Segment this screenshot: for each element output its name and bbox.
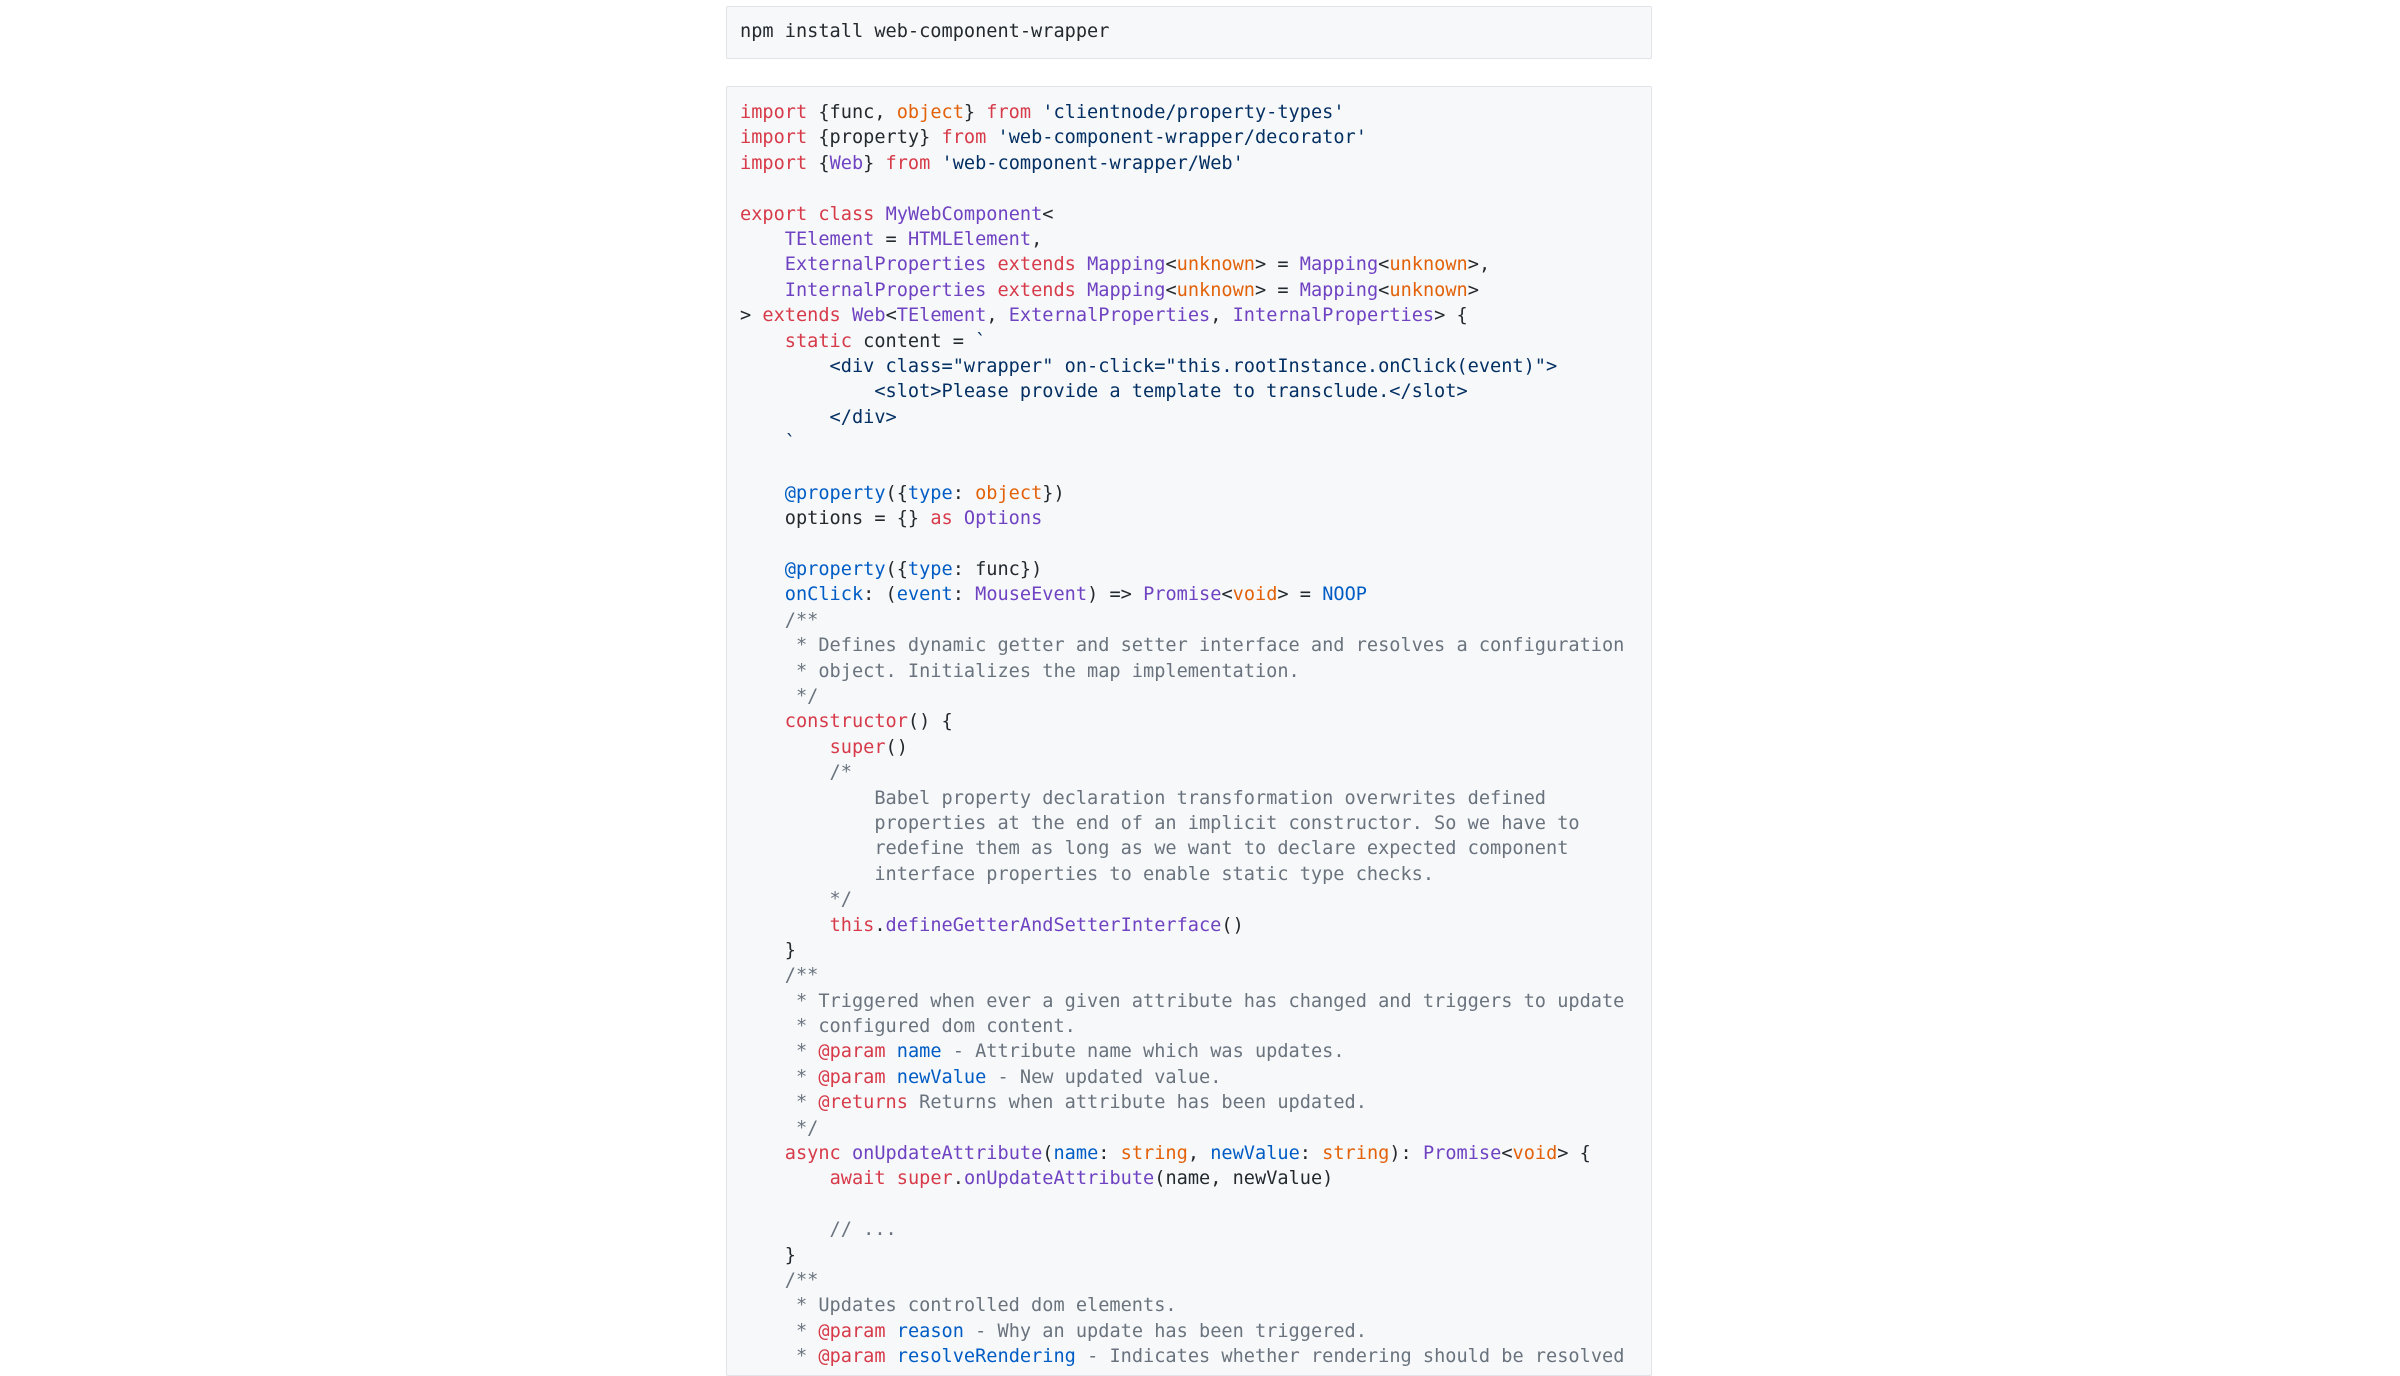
code-line — [740, 405, 1651, 430]
code-token — [740, 559, 785, 580]
code-token: Returns when attribute has been updated. — [907, 1092, 1367, 1114]
code-token: {func, — [807, 102, 897, 123]
code-token: * — [740, 1041, 819, 1063]
install-command: npm install web-component-wrapper — [740, 21, 1110, 42]
code-token: newValue — [896, 1066, 987, 1088]
code-token: TElement — [784, 228, 875, 250]
code-token: extends — [997, 254, 1076, 276]
code-token — [740, 229, 785, 250]
code-line — [740, 1268, 1651, 1293]
code-token: , — [1031, 228, 1043, 250]
code-line — [740, 532, 1651, 557]
code-line — [740, 100, 1651, 125]
code-token — [740, 915, 830, 936]
code-token: = — [874, 228, 908, 250]
code-token: // ... — [740, 1219, 897, 1241]
code-token — [740, 737, 830, 758]
code-line — [740, 1166, 1651, 1191]
code-line — [740, 836, 1651, 861]
code-token: newValue — [1210, 1143, 1300, 1165]
code-token: */ — [740, 685, 819, 707]
code-token: : — [952, 482, 976, 504]
code-token: < — [1378, 254, 1390, 276]
code-line — [740, 608, 1651, 633]
code-token: > = — [1255, 279, 1300, 301]
code-token: * configured dom content. — [740, 1016, 1076, 1038]
code-token: : — [952, 584, 976, 606]
code-token: { — [807, 152, 830, 174]
code-token: /** — [740, 1269, 819, 1291]
code-token: import — [740, 152, 808, 174]
code-line — [740, 1217, 1651, 1242]
code-line — [740, 506, 1651, 531]
code-token — [886, 1346, 897, 1367]
code-token: : — [1299, 1143, 1323, 1165]
code-token: void — [1512, 1143, 1558, 1165]
code-line — [740, 633, 1651, 658]
code-token: @param — [818, 1041, 886, 1063]
code-token: MyWebComponent — [885, 203, 1043, 225]
code-token — [986, 280, 997, 301]
code-token: ` — [975, 330, 987, 352]
code-token: unknown — [1176, 279, 1256, 301]
code-line — [740, 887, 1651, 912]
code-line — [740, 582, 1651, 607]
code-token: constructor — [784, 711, 908, 733]
code-token — [1076, 254, 1087, 275]
code-token: < — [1165, 254, 1177, 276]
code-token: @param — [818, 1320, 886, 1342]
code-token: super — [896, 1168, 953, 1190]
code-line — [740, 252, 1651, 277]
code-token: ({ — [885, 559, 908, 581]
code-token: @param — [818, 1346, 886, 1368]
code-token: resolveRendering — [896, 1346, 1076, 1368]
code-token: } — [963, 102, 987, 123]
code-token: > — [1467, 279, 1479, 301]
code-token: static — [784, 330, 852, 352]
code-token: 'clientnode/property-types' — [1042, 102, 1345, 123]
code-token: import — [740, 127, 808, 149]
code-token: * Defines dynamic getter and setter interface and resolves a configuration — [740, 635, 1625, 657]
code-line — [740, 811, 1651, 836]
code-token — [886, 1321, 897, 1342]
code-line — [740, 913, 1651, 938]
code-token: object — [896, 102, 964, 123]
code-token: from — [885, 152, 931, 174]
code-token: HTMLElement — [907, 228, 1032, 250]
code-token: redefine them as long as we want to declare expected component — [740, 838, 1569, 860]
code-token: reason — [896, 1320, 964, 1342]
code-token: (name, newValue) — [1154, 1168, 1334, 1190]
code-line — [740, 659, 1651, 684]
code-token: extends — [762, 305, 841, 327]
code-token: } — [863, 152, 886, 174]
code-token: < — [1378, 279, 1390, 301]
code-token: : func}) — [952, 559, 1043, 581]
code-line — [740, 379, 1651, 404]
code-token: name — [896, 1041, 942, 1063]
code-token: @property — [784, 482, 886, 504]
code-token: import — [740, 102, 808, 123]
code-token — [740, 1168, 830, 1189]
code-token: * object. Initializes the map implementation. — [740, 660, 1300, 682]
code-token: . — [952, 1168, 964, 1190]
code-line — [740, 481, 1651, 506]
code-token: >, — [1467, 254, 1491, 276]
code-token: > { — [1434, 305, 1468, 327]
code-token: InternalProperties — [1232, 305, 1435, 327]
code-line — [740, 1243, 1651, 1268]
code-token: * — [740, 1346, 819, 1368]
code-token: TElement — [896, 305, 987, 327]
code-token: * — [740, 1092, 819, 1114]
code-token: options = {} — [740, 508, 931, 530]
code-token: from — [986, 102, 1032, 123]
code-token: } — [740, 1244, 796, 1266]
code-line — [740, 278, 1651, 303]
code-token: > = — [1277, 584, 1323, 606]
code-token: defineGetterAndSetterInterface — [885, 914, 1222, 936]
code-token: InternalProperties — [784, 279, 987, 301]
code-token: MouseEvent — [975, 584, 1088, 606]
code-line — [740, 557, 1651, 582]
code-token — [740, 584, 785, 605]
code-token: await — [829, 1168, 886, 1190]
code-token: /** — [740, 609, 819, 631]
code-token: * — [740, 1066, 819, 1088]
code-line — [740, 684, 1651, 709]
code-line — [740, 1319, 1651, 1344]
code-line — [740, 1116, 1651, 1141]
code-token: */ — [740, 1117, 819, 1139]
code-token: ( — [1042, 1143, 1054, 1165]
code-token: : — [1098, 1143, 1121, 1165]
code-token: Mapping — [1087, 279, 1166, 301]
code-token: ExternalProperties — [784, 254, 987, 276]
code-token: unknown — [1389, 279, 1468, 301]
code-token: > — [740, 305, 763, 327]
code-token: object — [975, 482, 1043, 504]
code-line — [740, 989, 1651, 1014]
code-token: . — [874, 914, 886, 936]
code-token: - Why an update has been triggered. — [963, 1320, 1367, 1342]
code-line — [740, 303, 1651, 328]
code-token: ExternalProperties — [1008, 305, 1211, 327]
code-line — [740, 1014, 1651, 1039]
code-line — [740, 1141, 1651, 1166]
code-line — [740, 963, 1651, 988]
code-token — [986, 254, 997, 275]
code-token — [886, 1041, 897, 1062]
code-token — [1076, 280, 1087, 301]
code-token: from — [941, 127, 987, 149]
code-token — [1031, 102, 1042, 123]
code-token: async — [784, 1143, 841, 1165]
code-token: as — [930, 508, 953, 530]
code-token: interface properties to enable static type checks. — [740, 863, 1435, 885]
code-token: , — [1210, 305, 1233, 327]
code-token: Promise — [1143, 584, 1222, 606]
code-token: Mapping — [1299, 279, 1379, 301]
code-token: class — [818, 203, 875, 225]
code-token: onUpdateAttribute — [963, 1168, 1155, 1190]
code-token: {property} — [807, 127, 942, 149]
code-token: Mapping — [1299, 254, 1379, 276]
code-token: , — [986, 305, 1009, 327]
code-token: Mapping — [1087, 254, 1166, 276]
code-token: type — [907, 482, 953, 504]
code-token: ` — [740, 432, 796, 454]
code-line — [740, 786, 1651, 811]
code-token: () { — [907, 711, 953, 733]
code-token — [874, 204, 885, 225]
code-token: Promise — [1422, 1143, 1502, 1165]
code-token: @param — [818, 1066, 886, 1088]
code-line — [740, 202, 1651, 227]
code-token: - Indicates whether rendering should be resolved — [1075, 1346, 1625, 1368]
code-token — [807, 204, 818, 225]
code-line — [740, 329, 1651, 354]
code-token — [841, 1143, 852, 1164]
code-token: 'web-component-wrapper/decorator' — [997, 127, 1367, 149]
code-token: string — [1322, 1143, 1390, 1165]
code-token — [740, 1143, 785, 1164]
code-token: < — [885, 305, 897, 327]
code-line — [740, 760, 1651, 785]
code-token: NOOP — [1322, 584, 1367, 606]
code-token: <div class="wrapper" on-click="this.rootInstance.onClick(event)"> — [740, 355, 1558, 377]
code-token: () — [1221, 914, 1244, 936]
code-token: Babel property declaration transformation overwrites defined — [740, 787, 1546, 809]
code-token — [986, 127, 997, 148]
code-token: /* — [740, 762, 852, 784]
code-line — [740, 1065, 1651, 1090]
code-token: type — [907, 559, 953, 581]
code-token: /** — [740, 965, 819, 987]
code-example-block — [726, 86, 1652, 1376]
code-token — [740, 254, 785, 275]
code-token: onUpdateAttribute — [851, 1143, 1043, 1165]
code-token: > = — [1255, 254, 1300, 276]
install-command-block — [726, 6, 1652, 59]
code-token: ({ — [885, 482, 908, 504]
code-token — [930, 153, 941, 174]
code-token: void — [1232, 584, 1278, 606]
code-token: super — [829, 736, 886, 758]
code-line — [740, 455, 1651, 480]
code-line — [740, 862, 1651, 887]
code-token: </div> — [740, 406, 897, 428]
code-line — [740, 1090, 1651, 1115]
code-token: name — [1053, 1143, 1099, 1165]
code-token: export — [740, 203, 808, 225]
code-token — [841, 305, 852, 326]
code-line — [740, 938, 1651, 963]
code-line — [740, 709, 1651, 734]
code-token: ): — [1389, 1143, 1423, 1165]
code-token: extends — [997, 279, 1076, 301]
code-token: unknown — [1176, 254, 1256, 276]
code-token: ) => — [1087, 584, 1144, 606]
code-token: this — [829, 914, 875, 936]
code-token: Web — [851, 305, 886, 327]
code-line — [740, 354, 1651, 379]
code-token — [953, 508, 964, 529]
code-token: < — [1501, 1143, 1513, 1165]
code-token — [740, 711, 785, 732]
code-line — [740, 227, 1651, 252]
code-token: () — [885, 736, 908, 758]
code-token: : ( — [863, 584, 897, 606]
code-line — [740, 1192, 1651, 1217]
code-token: 'web-component-wrapper/Web' — [941, 152, 1244, 174]
code-token: <slot>Please provide a template to transclude.</slot> — [740, 381, 1468, 403]
code-line — [740, 430, 1651, 455]
code-token: > { — [1557, 1143, 1591, 1165]
code-token — [740, 280, 785, 301]
code-token: < — [1165, 279, 1177, 301]
code-line — [740, 735, 1651, 760]
code-token: properties at the end of an implicit constructor. So we have to — [740, 812, 1580, 834]
code-token — [886, 1168, 897, 1189]
code-token: < — [1221, 584, 1233, 606]
code-token: Web — [829, 152, 864, 174]
code-token: - Attribute name which was updates. — [941, 1041, 1345, 1063]
code-token: < — [1042, 203, 1054, 225]
code-token: @property — [784, 559, 886, 581]
code-token: - New updated value. — [986, 1066, 1222, 1088]
code-token: unknown — [1389, 254, 1468, 276]
code-line — [740, 1293, 1651, 1318]
code-token: event — [896, 584, 953, 606]
code-token: * Triggered when ever a given attribute has changed and triggers to update — [740, 990, 1625, 1012]
code-token: * Updates controlled dom elements. — [740, 1295, 1177, 1317]
code-line — [740, 1039, 1651, 1064]
code-line — [740, 151, 1651, 176]
code-token: content = — [851, 330, 976, 352]
code-line — [740, 176, 1651, 201]
code-token: string — [1120, 1143, 1188, 1165]
code-token: */ — [740, 889, 852, 911]
code-token — [886, 1067, 897, 1088]
code-line — [740, 125, 1651, 150]
code-token — [740, 483, 785, 504]
code-token: * — [740, 1320, 819, 1342]
code-token: Options — [963, 508, 1043, 530]
code-token: @returns — [818, 1092, 908, 1114]
code-token: onClick — [784, 584, 864, 606]
code-token: }) — [1042, 482, 1065, 504]
code-listing — [727, 87, 1651, 1370]
code-line — [740, 1344, 1651, 1369]
code-token — [740, 331, 785, 352]
code-token: , — [1187, 1143, 1211, 1165]
code-token: } — [740, 939, 796, 961]
